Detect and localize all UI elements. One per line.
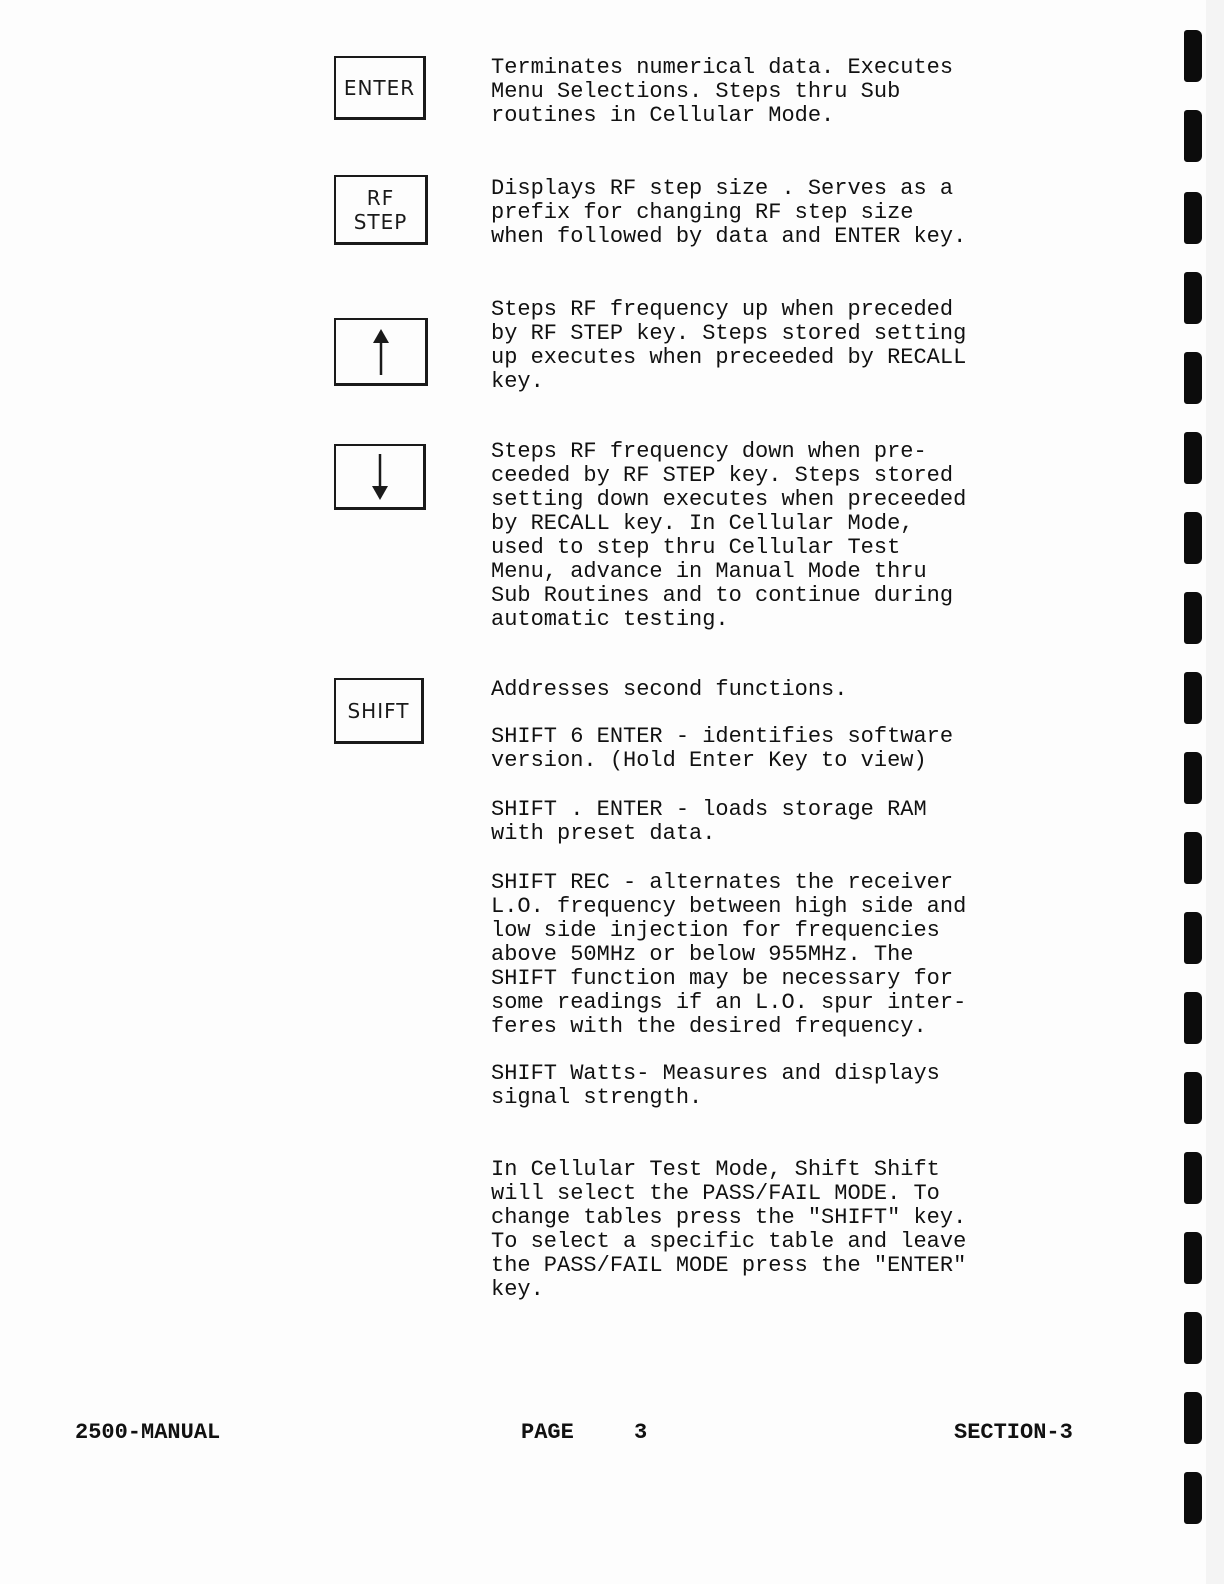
binding-hole <box>1184 672 1202 724</box>
shift-item-load-storage: SHIFT . ENTER - loads storage RAM with preset data. <box>491 797 927 846</box>
shift-item-receiver-lo: SHIFT REC - alternates the receiver L.O. frequency between high side and low side injection for frequencies above 50MHz or below 955MHz. The SHIFT function may be necessary for some readings if an L.O. spur inter- feres with the desired frequency. <box>491 870 967 1039</box>
down-arrow-key-description: Steps RF frequency down when pre- ceeded by RF STEP key. Steps stored setting down executes when preceeded by RECALL key. In Cellular Mode, used to step thru Cellular Test Menu, advance in Manual Mode thru Sub Routines and to continue during automatic testing. <box>491 439 967 632</box>
down-arrow-key <box>334 444 426 510</box>
binding-hole <box>1184 512 1202 564</box>
binding-hole <box>1184 1072 1202 1124</box>
binding-hole <box>1184 272 1202 324</box>
enter-key-description: Terminates numerical data. Executes Menu Selections. Steps thru Sub routines in Cellular Mode. <box>491 55 954 128</box>
shift-key <box>334 678 424 744</box>
binding-hole <box>1184 432 1202 484</box>
binding-hole <box>1184 192 1202 244</box>
rf-step-key-label-line2: STEP <box>353 209 408 234</box>
up-arrow-key <box>334 318 428 386</box>
binding-hole <box>1184 352 1202 404</box>
shift-item-pass-fail: In Cellular Test Mode, Shift Shift will select the PASS/FAIL MODE. To change tables press the "SHIFT" key. To select a specific table and leave the PASS/FAIL MODE press the "ENTER" key. <box>491 1157 967 1302</box>
down-arrow-icon <box>368 454 392 500</box>
binding-hole <box>1184 110 1202 162</box>
enter-key-label: ENTER <box>343 75 416 100</box>
rf-step-key <box>334 175 428 245</box>
rf-step-key-label-line1: RF <box>366 185 395 210</box>
rf-step-key-description: Displays RF step size . Serves as a prefix for changing RF step size when followed by data and ENTER key. <box>491 176 967 249</box>
up-arrow-icon <box>369 329 393 375</box>
binding-hole <box>1184 992 1202 1044</box>
enter-key <box>334 56 426 120</box>
footer-manual-name: 2500-MANUAL <box>75 1420 221 1445</box>
binding-hole <box>1184 912 1202 964</box>
footer-section: SECTION-3 <box>954 1420 1073 1445</box>
footer-page-label: PAGE <box>521 1420 574 1445</box>
binding-hole <box>1184 1232 1202 1284</box>
page-edge-shadow <box>1206 0 1224 1584</box>
binding-hole <box>1184 1472 1202 1524</box>
binding-hole <box>1184 832 1202 884</box>
binding-hole <box>1184 752 1202 804</box>
binding-hole <box>1184 1392 1202 1444</box>
binding-hole <box>1184 592 1202 644</box>
shift-key-description: Addresses second functions. <box>491 677 848 702</box>
binding-hole <box>1184 1152 1202 1204</box>
binding-hole <box>1184 1312 1202 1364</box>
shift-item-watts: SHIFT Watts- Measures and displays signal strength. <box>491 1061 940 1110</box>
footer-page-number: 3 <box>634 1420 648 1445</box>
binding-hole <box>1184 30 1202 82</box>
up-arrow-key-description: Steps RF frequency up when preceded by RF STEP key. Steps stored setting up executes when preceeded by RECALL key. <box>491 297 967 394</box>
shift-key-label: SHIFT <box>347 698 410 723</box>
shift-item-software-version: SHIFT 6 ENTER - identifies software version. (Hold Enter Key to view) <box>491 724 954 773</box>
